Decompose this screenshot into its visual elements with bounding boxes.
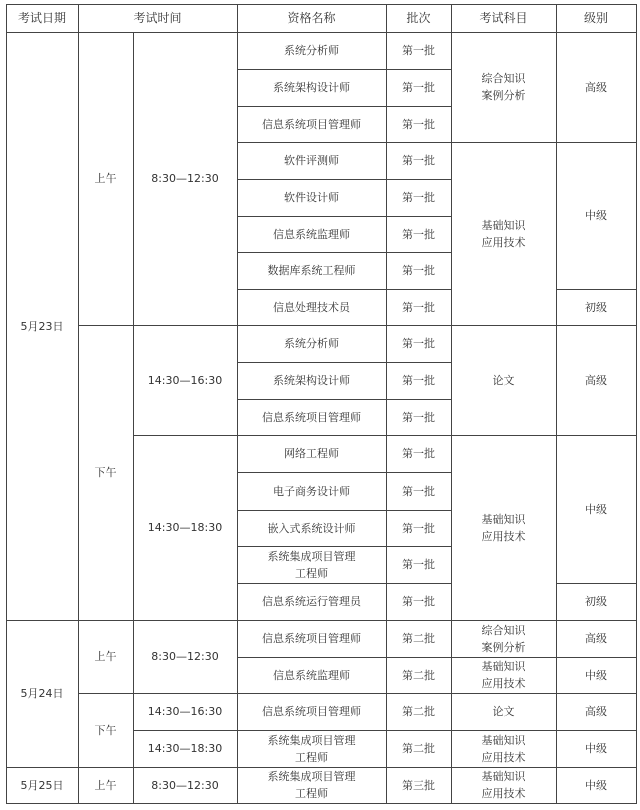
batch-cell: 第一批 xyxy=(402,81,435,94)
table-rule xyxy=(386,69,452,70)
period-cell: 上午 xyxy=(94,778,117,792)
table-rule xyxy=(237,767,387,768)
table-rule xyxy=(556,142,637,143)
table-rule xyxy=(451,767,557,768)
level-cell: 高级 xyxy=(585,632,607,645)
header-exam-time: 考试时间 xyxy=(133,10,182,25)
subject-cell: 综合知识 案例分析 xyxy=(481,623,526,654)
table-rule xyxy=(386,325,452,326)
level-cell: 中级 xyxy=(585,668,607,682)
table-rule xyxy=(556,583,637,584)
time-cell: 14:30—16:30 xyxy=(147,373,223,387)
table-rule xyxy=(386,546,452,547)
table-rule xyxy=(636,4,637,804)
subject-cell: 基础知识 应用技术 xyxy=(481,733,526,764)
table-rule xyxy=(237,289,387,290)
table-rule xyxy=(386,142,452,143)
period-cell: 上午 xyxy=(94,650,117,663)
table-rule xyxy=(237,4,387,5)
table-rule xyxy=(386,435,452,436)
table-rule xyxy=(451,325,557,326)
table-rule xyxy=(556,803,637,804)
table-rule xyxy=(386,252,452,253)
batch-cell: 第一批 xyxy=(402,410,435,424)
table-rule xyxy=(237,472,387,473)
table-rule xyxy=(556,730,637,731)
exam-date-cell: 5月24日 xyxy=(20,687,64,700)
table-rule xyxy=(386,803,452,804)
level-cell: 中级 xyxy=(585,742,607,755)
batch-cell: 第一批 xyxy=(402,558,435,571)
subject-cell: 基础知识 应用技术 xyxy=(481,218,526,249)
batch-cell: 第二批 xyxy=(402,632,435,645)
level-cell: 高级 xyxy=(585,705,607,718)
qualification-cell: 系统架构设计师 xyxy=(273,81,350,94)
table-rule xyxy=(133,767,238,768)
table-rule xyxy=(451,803,557,804)
batch-cell: 第一批 xyxy=(402,300,435,314)
table-rule xyxy=(237,106,387,107)
level-cell: 高级 xyxy=(585,80,607,94)
batch-cell: 第一批 xyxy=(402,374,435,387)
table-rule xyxy=(386,289,452,290)
exam-date-cell: 5月23日 xyxy=(20,319,64,333)
qualification-cell: 软件设计师 xyxy=(284,191,339,204)
table-rule xyxy=(386,106,452,107)
table-rule xyxy=(133,32,238,33)
table-rule xyxy=(237,693,387,694)
table-rule xyxy=(237,32,387,33)
batch-cell: 第一批 xyxy=(402,337,435,350)
table-rule xyxy=(451,32,557,33)
table-rule xyxy=(556,657,637,658)
time-cell: 14:30—18:30 xyxy=(147,521,223,534)
table-rule xyxy=(451,435,557,436)
table-rule xyxy=(237,4,238,804)
header-batch: 批次 xyxy=(406,10,431,25)
table-rule xyxy=(556,32,637,33)
table-rule xyxy=(237,216,387,217)
table-rule xyxy=(237,399,387,400)
table-rule xyxy=(78,620,134,621)
table-rule xyxy=(556,325,637,326)
subject-cell: 基础知识 应用技术 xyxy=(481,770,526,800)
table-rule xyxy=(6,620,79,621)
qualification-cell: 系统集成项目管理 工程师 xyxy=(267,733,356,764)
table-rule xyxy=(133,325,238,326)
time-cell: 14:30—18:30 xyxy=(147,742,223,755)
subject-cell: 综合知识 案例分析 xyxy=(481,72,526,102)
batch-cell: 第二批 xyxy=(402,668,435,682)
level-cell: 初级 xyxy=(585,300,607,314)
table-rule xyxy=(451,4,452,804)
table-rule xyxy=(386,693,452,694)
table-rule xyxy=(451,620,557,621)
table-rule xyxy=(237,142,387,143)
table-rule xyxy=(386,510,452,511)
qualification-cell: 信息系统项目管理师 xyxy=(262,117,361,131)
table-rule xyxy=(6,803,79,804)
table-rule xyxy=(237,179,387,180)
qualification-cell: 信息系统监理师 xyxy=(273,227,350,241)
table-rule xyxy=(237,252,387,253)
level-cell: 中级 xyxy=(585,778,607,792)
qualification-cell: 信息系统项目管理师 xyxy=(262,705,361,718)
qualification-cell: 系统分析师 xyxy=(284,337,339,350)
time-cell: 8:30—12:30 xyxy=(151,778,219,792)
header-exam-date: 考试日期 xyxy=(17,10,66,25)
table-rule xyxy=(556,767,637,768)
qualification-cell: 系统集成项目管理 工程师 xyxy=(267,770,356,800)
batch-cell: 第一批 xyxy=(402,264,435,277)
time-cell: 8:30—12:30 xyxy=(151,650,219,663)
table-rule xyxy=(133,693,238,694)
table-rule xyxy=(556,620,637,621)
level-cell: 初级 xyxy=(585,595,607,608)
table-rule xyxy=(386,179,452,180)
qualification-cell: 系统架构设计师 xyxy=(273,374,350,387)
batch-cell: 第三批 xyxy=(402,778,435,792)
qualification-cell: 信息处理技术员 xyxy=(273,300,350,314)
batch-cell: 第一批 xyxy=(402,227,435,241)
batch-cell: 第一批 xyxy=(402,521,435,535)
qualification-cell: 嵌入式系统设计师 xyxy=(267,521,356,535)
table-rule xyxy=(386,216,452,217)
table-rule xyxy=(6,767,79,768)
table-rule xyxy=(386,399,452,400)
level-cell: 高级 xyxy=(585,373,607,387)
table-rule xyxy=(78,767,134,768)
batch-cell: 第一批 xyxy=(402,595,435,608)
table-rule xyxy=(6,4,79,5)
header-level: 级别 xyxy=(583,10,608,25)
qualification-cell: 系统分析师 xyxy=(284,44,339,57)
table-rule xyxy=(133,4,238,5)
table-rule xyxy=(556,4,557,804)
batch-cell: 第一批 xyxy=(402,117,435,131)
table-rule xyxy=(386,620,452,621)
table-rule xyxy=(133,32,134,804)
table-rule xyxy=(386,32,452,33)
table-rule xyxy=(386,767,452,768)
table-rule xyxy=(556,693,637,694)
table-rule xyxy=(451,730,557,731)
period-cell: 上午 xyxy=(94,172,117,185)
table-rule xyxy=(6,32,79,33)
table-rule xyxy=(237,620,387,621)
subject-cell: 基础知识 应用技术 xyxy=(481,660,526,690)
qualification-cell: 系统集成项目管理 工程师 xyxy=(267,549,356,580)
table-rule xyxy=(386,4,452,5)
table-rule xyxy=(237,69,387,70)
qualification-cell: 信息系统运行管理员 xyxy=(262,595,361,608)
table-rule xyxy=(237,510,387,511)
time-cell: 14:30—16:30 xyxy=(147,705,223,718)
period-cell: 下午 xyxy=(94,723,117,737)
table-rule xyxy=(6,4,7,804)
table-rule xyxy=(237,657,387,658)
table-rule xyxy=(133,620,238,621)
qualification-cell: 软件评测师 xyxy=(284,154,339,167)
table-rule xyxy=(451,4,557,5)
qualification-cell: 电子商务设计师 xyxy=(273,484,350,498)
level-cell: 中级 xyxy=(585,502,607,516)
table-rule xyxy=(237,325,387,326)
table-rule xyxy=(133,435,238,436)
table-rule xyxy=(78,32,134,33)
batch-cell: 第二批 xyxy=(402,742,435,755)
table-rule xyxy=(237,803,387,804)
table-rule xyxy=(556,435,637,436)
table-rule xyxy=(451,657,557,658)
table-rule xyxy=(78,4,79,804)
table-rule xyxy=(386,583,452,584)
table-rule xyxy=(78,803,134,804)
table-rule xyxy=(386,472,452,473)
qualification-cell: 信息系统监理师 xyxy=(273,668,350,682)
table-rule xyxy=(237,435,387,436)
level-cell: 中级 xyxy=(585,209,607,222)
time-cell: 8:30—12:30 xyxy=(151,172,219,185)
table-rule xyxy=(556,289,637,290)
table-rule xyxy=(133,803,238,804)
batch-cell: 第一批 xyxy=(402,154,435,167)
table-rule xyxy=(78,4,134,5)
batch-cell: 第一批 xyxy=(402,44,435,57)
batch-cell: 第一批 xyxy=(402,191,435,204)
qualification-cell: 数据库系统工程师 xyxy=(267,264,356,277)
table-rule xyxy=(237,362,387,363)
header-qualification: 资格名称 xyxy=(287,10,336,25)
header-subject: 考试科目 xyxy=(479,10,528,25)
table-rule xyxy=(386,730,452,731)
qualification-cell: 信息系统项目管理师 xyxy=(262,410,361,424)
period-cell: 下午 xyxy=(94,466,117,479)
batch-cell: 第一批 xyxy=(402,447,435,460)
table-rule xyxy=(386,4,387,804)
table-rule xyxy=(237,583,387,584)
batch-cell: 第一批 xyxy=(402,484,435,498)
exam-date-cell: 5月25日 xyxy=(20,778,64,792)
table-rule xyxy=(133,730,238,731)
table-rule xyxy=(386,362,452,363)
table-rule xyxy=(451,142,557,143)
table-rule xyxy=(78,325,134,326)
qualification-cell: 网络工程师 xyxy=(284,447,339,460)
table-rule xyxy=(237,546,387,547)
batch-cell: 第二批 xyxy=(402,705,435,718)
qualification-cell: 信息系统项目管理师 xyxy=(262,632,361,645)
table-rule xyxy=(556,4,637,5)
subject-cell: 论文 xyxy=(492,373,515,387)
table-rule xyxy=(237,730,387,731)
table-rule xyxy=(386,657,452,658)
subject-cell: 论文 xyxy=(492,705,515,718)
table-rule xyxy=(451,693,557,694)
subject-cell: 基础知识 应用技术 xyxy=(481,512,526,543)
table-rule xyxy=(78,693,134,694)
